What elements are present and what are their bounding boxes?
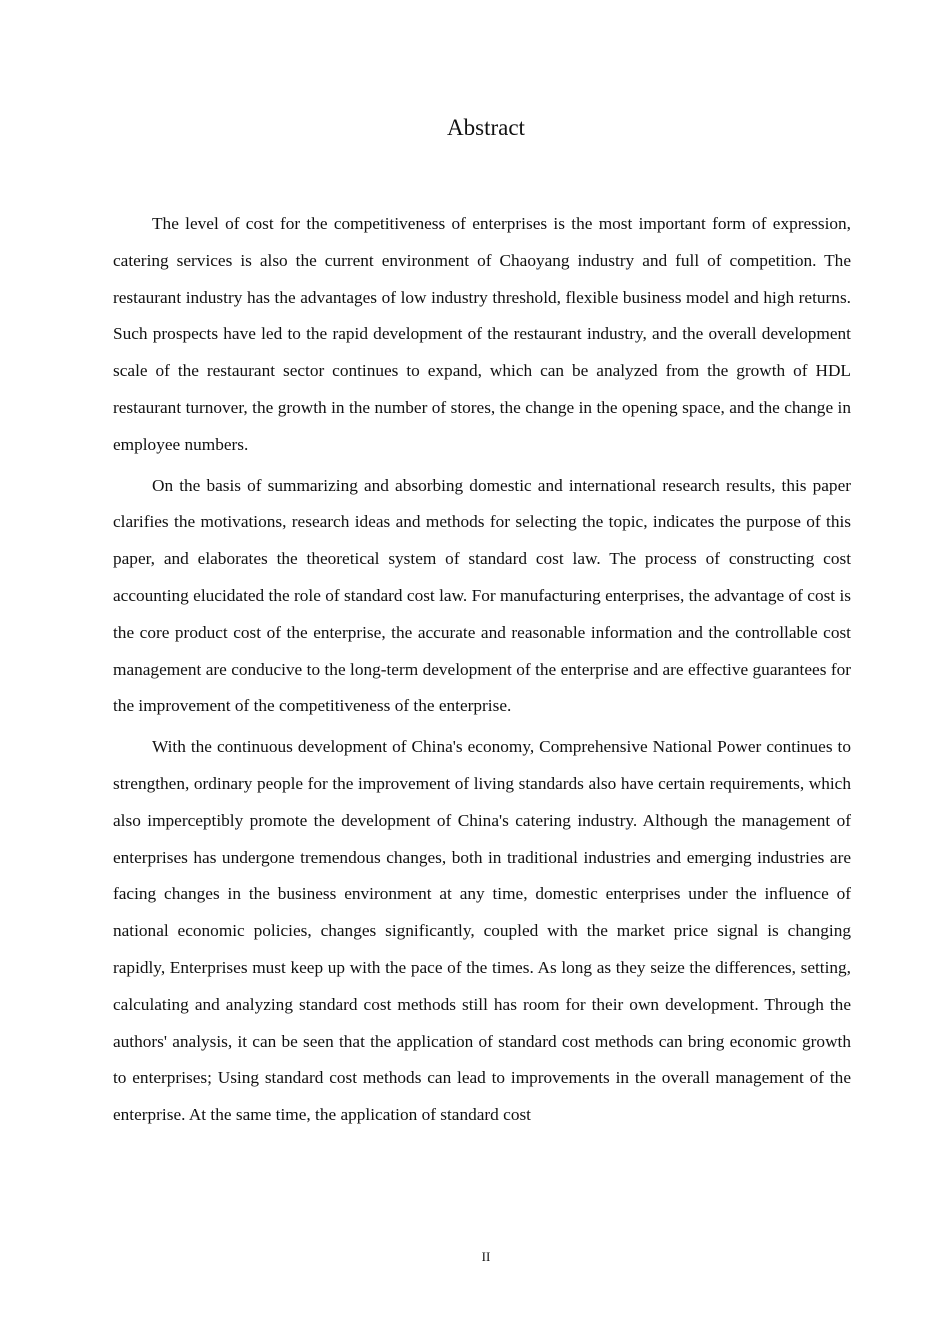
abstract-paragraph-3: With the continuous development of China's economy, Comprehensive National Power continues to strengthen, ordinary people for the improvement of living standards also have certain requirements, which also imperceptibly promote the development of China's catering industry. Although the management of enterprises has undergone tremendous changes, both in traditional industries and emerging industries are facing changes in the business environment at any time, domestic enterprises under the influence of national economic policies, changes significantly, coupled with the market price signal is changing rapidly, Enterprises must keep up with the pace of the times. As long as they seize the differences, setting, calculating and analyzing standard cost methods still has room for their own development. Through the authors' analysis, it can be seen that the application of standard cost methods can bring economic growth to enterprises; Using standard cost methods can lead to improvements in the overall management of the enterprise. At the same time, the application of standard cost <box>113 737 851 1125</box>
page-number: II <box>481 1249 491 1264</box>
abstract-paragraph-2: On the basis of summarizing and absorbing domestic and international research results, this paper clarifies the motivations, research ideas and methods for selecting the topic, indicates the purpose of this paper, and elaborates the theoretical system of standard cost law. The process of constructing cost accounting elucidated the role of standard cost law. For manufacturing enterprises, the advantage of cost is the core product cost of the enterprise, the accurate and reasonable information and the controllable cost management are conducive to the long-term development of the enterprise and are effective guarantees for the improvement of the competitiveness of the enterprise. <box>113 475 851 716</box>
page-title: Abstract <box>447 115 525 140</box>
abstract-paragraph-1: The level of cost for the competitiveness of enterprises is the most important form of expression, catering services is also the current environment of Chaoyang industry and full of competition. The restaurant industry has the advantages of low industry threshold, flexible business model and high returns. Such prospects have led to the rapid development of the restaurant industry, and the overall development scale of the restaurant sector continues to expand, which can be analyzed from the growth of HDL restaurant turnover, the growth in the number of stores, the change in the opening space, and the change in employee numbers. <box>113 214 851 454</box>
abstract-body <box>113 206 851 1138</box>
